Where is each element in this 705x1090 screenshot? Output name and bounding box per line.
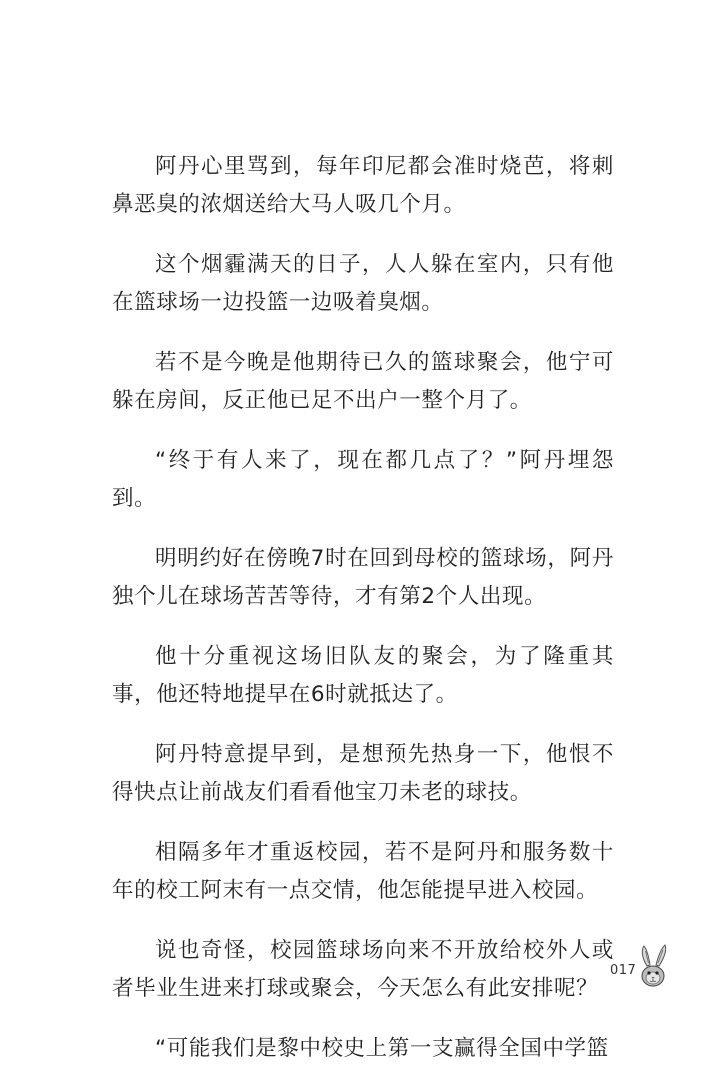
rabbit-icon — [636, 944, 670, 988]
paragraph: 这个烟霾满天的日子，人人躲在室内，只有他在篮球场一边投篮一边吸着臭烟。 — [112, 252, 614, 315]
paragraph: “可能我们是黎中校史上第一支赢得全国中学篮 — [155, 1036, 609, 1061]
body-text — [112, 148, 614, 1090]
paragraph: “终于有人来了，现在都几点了？”阿丹埋怨到。 — [112, 448, 614, 511]
page-number: 017 — [610, 963, 637, 978]
paragraph: 阿丹心里骂到，每年印尼都会准时烧芭，将刺鼻恶臭的浓烟送给大马人吸几个月。 — [112, 154, 614, 217]
paragraph: 阿丹特意提早到，是想预先热身一下，他恨不得快点让前战友们看看他宝刀未老的球技。 — [112, 742, 614, 805]
paragraph: 说也奇怪，校园篮球场向来不开放给校外人或者毕业生进来打球或聚会，今天怎么有此安排呢？ — [112, 938, 614, 1001]
paragraph: 相隔多年才重返校园，若不是阿丹和服务数十年的校工阿末有一点交情，他怎能提早进入校园。 — [112, 840, 614, 903]
paragraph: 若不是今晚是他期待已久的篮球聚会，他宁可躲在房间，反正他已足不出户一整个月了。 — [112, 350, 614, 413]
paragraph: 明明约好在傍晚7时在回到母校的篮球场，阿丹独个儿在球场苦苦等待，才有第2个人出现。 — [112, 546, 614, 609]
paragraph: 他十分重视这场旧队友的聚会，为了隆重其事，他还特地提早在6时就抵达了。 — [112, 644, 614, 707]
